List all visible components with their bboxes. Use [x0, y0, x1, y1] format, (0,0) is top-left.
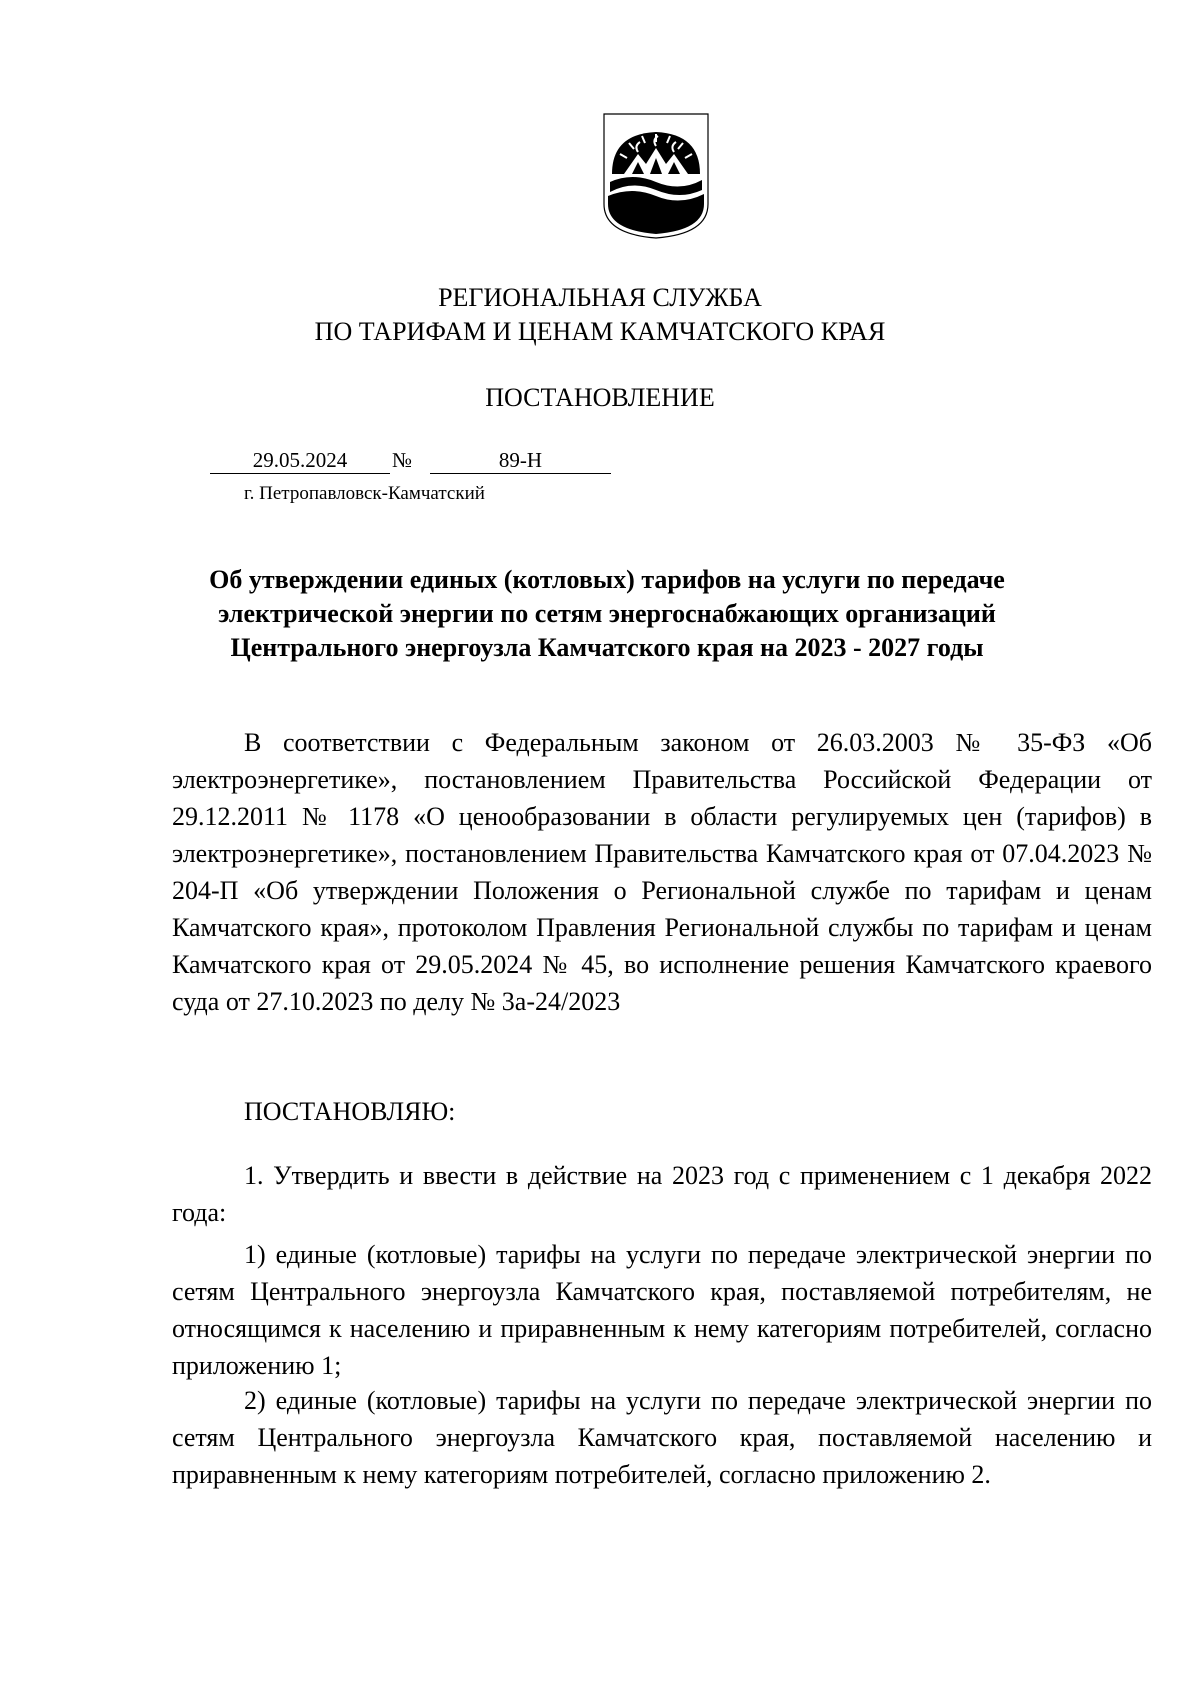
document-date: 29.05.2024: [210, 447, 390, 474]
document-type: ПОСТАНОВЛЕНИЕ: [485, 383, 715, 412]
document-number: 89-Н: [430, 447, 611, 474]
clause-1-2: 2) единые (котловые) тарифы на услуги по передаче электрической энергии по сетям Центрального энергоузла Камчатского края, поставляемой населению и приравненным к нему категориям потребителей, согласно приложению 2.: [172, 1386, 1152, 1489]
clause-1: 1. Утвердить и ввести в действие на 2023 год с применением с 1 декабря 2022 года:: [172, 1161, 1152, 1227]
clause-1-1: 1) единые (котловые) тарифы на услуги по передаче электрической энергии по сетям Центрального энергоузла Камчатского края, поставляемой потребителям, не относящимся к населению и приравненным к нему категориям потребителей, согласно приложению 1;: [172, 1240, 1152, 1380]
document-city: г. Петропавловск-Камчатский: [244, 483, 485, 504]
coat-of-arms-icon: [602, 112, 710, 240]
title-line: Об утверждении единых (котловых) тарифов на услуги по передаче: [209, 565, 1005, 594]
order-word: ПОСТАНОВЛЯЮ:: [244, 1097, 456, 1126]
title-line: электрической энергии по сетям энергоснабжающих организаций: [218, 599, 996, 628]
agency-name-line2: ПО ТАРИФАМ И ЦЕНАМ КАМЧАТСКОГО КРАЯ: [314, 317, 886, 346]
title-line: Центрального энергоузла Камчатского края на 2023 - 2027 годы: [230, 633, 984, 662]
preamble-paragraph: В соответствии с Федеральным законом от 26.03.2003 № 35-ФЗ «Об электроэнергетике», постановлением Правительства Российской Федерации от 29.12.2011 № 1178 «О ценообразовании в области регулируемых цен (тарифов) в электроэнергетике», постановлением Правительства Камчатского края от 07.04.2023 № 204-П «Об утверждении Положения о Региональной службе по тарифам и ценам Камчатского края», протоколом Правления Региональной службы по тарифам и ценам Камчатского края от 29.05.2024 № 45, во исполнение решения Камчатского краевого суда от 27.10.2023 по делу № 3а-24/2023: [172, 728, 1152, 1016]
number-sign: №: [392, 448, 413, 472]
agency-name-line1: РЕГИОНАЛЬНАЯ СЛУЖБА: [438, 283, 762, 312]
document-title: [140, 563, 1074, 665]
